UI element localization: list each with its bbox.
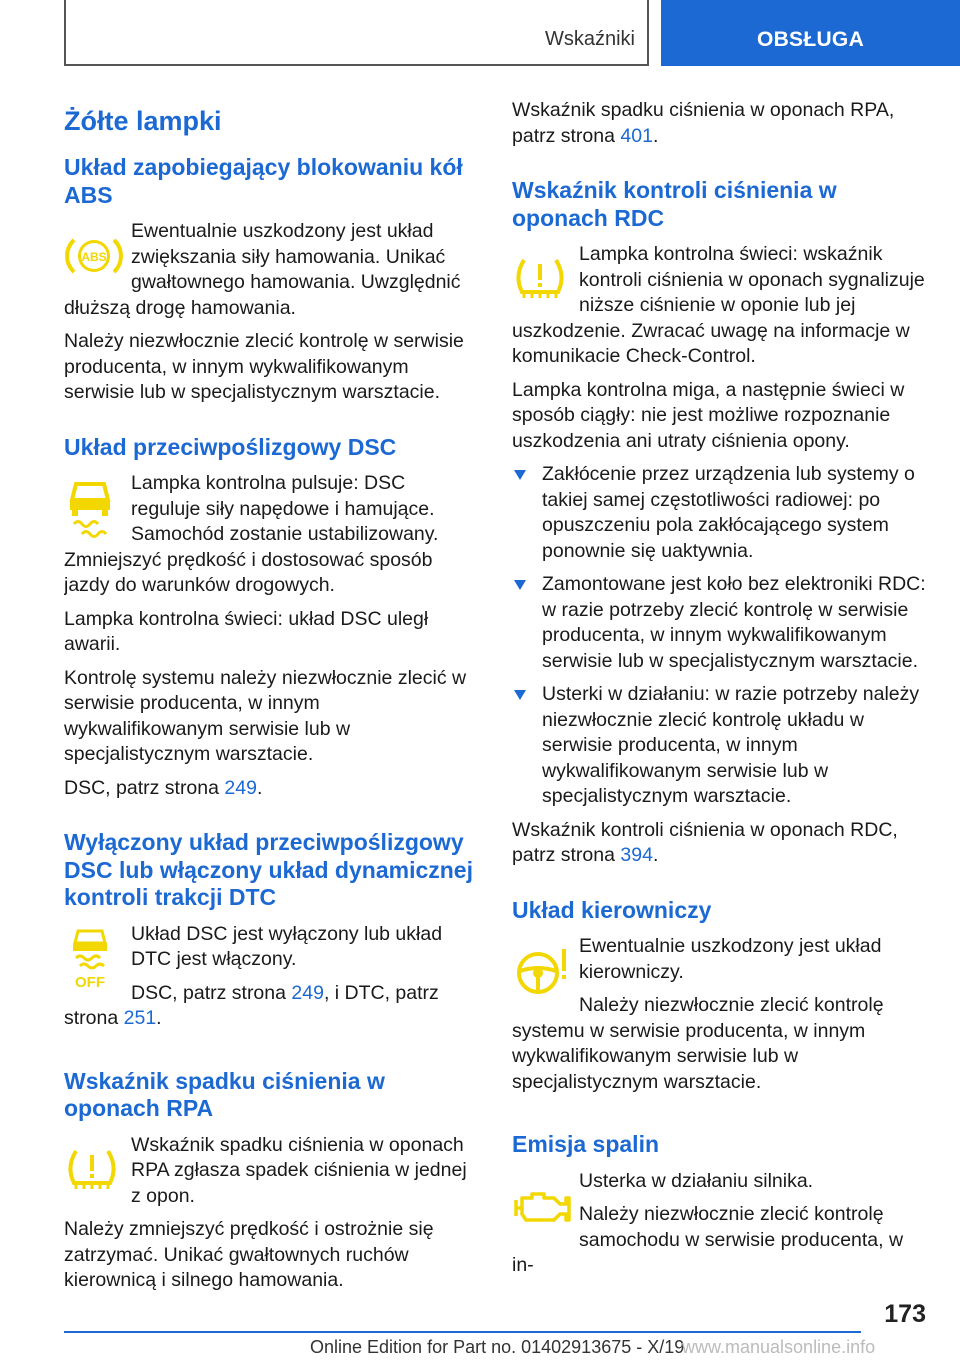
rdc-reference: Wskaźnik kontroli ciśnienia w oponach RDC, patrz strona 394.	[512, 818, 898, 866]
abs-warning-icon	[64, 219, 128, 293]
dsc-text-2: Lampka kontrolna świeci: układ DSC uległ awarii.	[64, 607, 429, 655]
dsc-icon	[64, 471, 128, 545]
rdc-text-1: Lampka kontrolna świeci: wskaźnik kontroli ciśnienia w oponach sygnalizuje niższe ciśnienie w oponie lub jej uszkodzenie. Zwracać uwagę na informacje w komunikacie Check-Control.	[512, 243, 925, 367]
footer-edition: Online Edition for Part no. 01402913675 - X/19	[310, 1337, 685, 1357]
watermark: www.manualsonline.info	[682, 1337, 876, 1357]
dsc-block	[64, 471, 478, 607]
footer-divider	[64, 1331, 861, 1333]
dsc-heading: Układ przeciwpoślizgowy DSC	[64, 433, 397, 460]
dsc-text-1: Lampka kontrolna pulsuje: DSC reguluje siły napędowe i hamujące. Samochód zostanie ustabilizowany. Zmniejszyć prędkość i dostosować sposób jazdy do warunków drogowych.	[64, 472, 439, 596]
abs-heading: Układ zapobiegający blokowaniu kół ABS	[64, 154, 463, 208]
tire-pressure-icon	[64, 1133, 128, 1207]
dsc-off-text-1: Układ DSC jest wyłączony lub układ DTC jest włączony.	[131, 922, 443, 970]
rdc-bullet-2: Zamontowane jest koło bez elektroniki RDC: w razie potrzeby zlecić kontrolę w serwisie producenta, w innym wykwalifikowanym serwisie lub w specjalistycznym warsztacie.	[512, 572, 928, 674]
page-title: Żółte lampki	[64, 106, 222, 136]
rdc-bullet-3: Usterki w działaniu: w razie potrzeby należy niezwłocznie zlecić kontrolę układu w serwisie producenta, w innym wykwalifikowanym serwisie lub w specjalistycznym warsztacie.	[512, 682, 928, 810]
svg-text:ABS: ABS	[81, 250, 107, 264]
tire-pressure-icon	[512, 242, 576, 316]
abs-block	[64, 219, 478, 329]
page-header	[0, 0, 960, 66]
rdc-bullet-1: Zakłócenie przez urządzenia lub systemy o takiej samej częstotliwości radiowej: po opuszczeniu pola zakłócającego system ponownie się uaktywnia.	[512, 462, 928, 564]
header-section-title: Wskaźniki	[544, 28, 635, 50]
steering-text-2: Należy niezwłocznie zlecić kontrolę systemu w serwisie producenta, w innym wykwalifikowanym serwisie lub w specjalistycznym warsztacie.	[512, 994, 884, 1093]
steering-block	[512, 934, 928, 1103]
tab-obsluga[interactable]	[661, 0, 960, 66]
abs-text-1: Ewentualnie uszkodzony jest układ zwiększania siły hamowania. Unikać gwałtownego hamowania. Uwzględnić dłuższą drogę hamowania.	[64, 220, 461, 319]
dsc-reference: DSC, patrz strona 249.	[64, 776, 263, 799]
left-column	[64, 98, 478, 1302]
emission-text-1: Usterka w działaniu silnika.	[579, 1169, 814, 1192]
rdc-text-2: Lampka kontrolna miga, a następnie świeci w sposób ciągły: nie jest możliwe rozpoznanie uszkodzenia ani utraty ciśnienia opony.	[512, 378, 905, 452]
rdc-page-link[interactable]: 394	[620, 844, 653, 866]
rpa-reference: Wskaźnik spadku ciśnienia w oponach RPA, patrz strona 401.	[512, 99, 895, 147]
emission-text-2: Należy niezwłocznie zlecić kontrolę samochodu w serwisie producenta, w in-	[512, 1203, 904, 1276]
emission-heading: Emisja spalin	[512, 1131, 660, 1157]
dsc-off-icon	[64, 922, 128, 996]
emission-block	[512, 1169, 928, 1287]
rpa-text-2: Należy zmniejszyć prędkość i ostrożnie się zatrzymać. Unikać gwałtownych ruchów kierownicą i silnego hamowania.	[64, 1218, 434, 1291]
bullet-triangle-icon	[514, 580, 526, 590]
abs-text-2: Należy niezwłocznie zlecić kontrolę w serwisie producenta, w innym wykwalifikowanym serwisie lub w specjalistycznym warsztacie.	[64, 330, 464, 403]
dsc-off-block	[64, 922, 478, 1040]
bullet-triangle-icon	[514, 690, 526, 700]
rpa-page-link[interactable]: 401	[620, 124, 653, 147]
dsc-off-page-link-2[interactable]: 251	[123, 1007, 157, 1029]
steering-icon	[512, 934, 576, 1008]
dsc-page-link[interactable]: 249	[224, 776, 257, 799]
dsc-off-page-link-1[interactable]: 249	[291, 981, 324, 1004]
steering-text-1: Ewentualnie uszkodzony jest układ kierowniczy.	[579, 935, 882, 983]
tab-obsluga-label: OBSŁUGA	[756, 28, 865, 51]
header-section-box	[64, 0, 649, 66]
dsc-off-reference: DSC, patrz strona 249, i DTC, patrz strona 251.	[64, 981, 439, 1029]
svg-text:OFF: OFF	[75, 973, 105, 989]
steering-heading: Układ kierowniczy	[512, 896, 712, 923]
rpa-text-1: Wskaźnik spadku ciśnienia w oponach RPA zgłasza spadek ciśnienia w jednej z opon.	[131, 1133, 467, 1207]
bullet-triangle-icon	[514, 470, 526, 480]
rdc-block	[512, 242, 928, 378]
rdc-heading: Wskaźnik kontroli ciśnienia w oponach RDC	[512, 177, 837, 231]
dsc-text-3: Kontrolę systemu należy niezwłocznie zlecić w serwisie producenta, w innym wykwalifikowanym serwisie lub w specjalistycznym warsztacie.	[64, 666, 467, 765]
dsc-off-heading: Wyłączony układ przeciwpoślizgowy DSC lub włączony układ dynamicznej kontroli trakcji DTC	[64, 829, 473, 910]
right-column	[512, 98, 928, 1287]
page-number: 173	[884, 1300, 926, 1328]
rpa-heading: Wskaźnik spadku ciśnienia w oponach RPA	[64, 1067, 385, 1121]
engine-icon	[512, 1169, 576, 1243]
rpa-block	[64, 1133, 478, 1218]
